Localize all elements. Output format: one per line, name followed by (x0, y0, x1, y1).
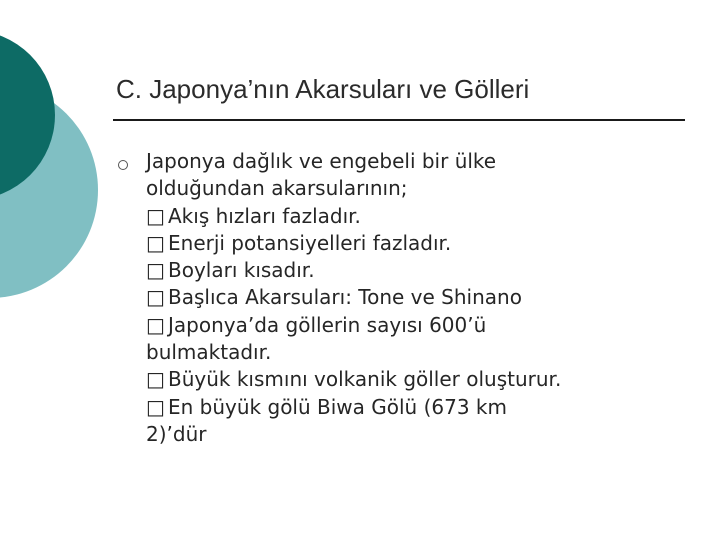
body-line: 2)’dür (146, 421, 207, 446)
bullet-body (146, 148, 706, 448)
sub-item: □ Enerji potansiyelleri fazladır. (146, 230, 706, 257)
sub-item: □ Boyları kısadır. (146, 257, 706, 284)
sub-item: □ Büyük kısmını volkanik göller oluşturur. (146, 366, 706, 393)
body-line: bulmaktadır. (146, 340, 272, 365)
hollow-circle-bullet-icon (118, 160, 128, 170)
body-line: Japonya dağlık ve engebeli bir ülke (146, 149, 497, 173)
title-underline (113, 119, 685, 121)
square-bullet-icon: □ (146, 312, 165, 337)
square-bullet-icon: □ (146, 203, 165, 228)
slide-title: C. Japonya’nın Akarsuları ve Gölleri (116, 74, 530, 104)
sub-item: □ Akış hızları fazladır. (146, 203, 706, 230)
square-bullet-icon: □ (146, 367, 165, 392)
square-bullet-icon: □ (146, 285, 165, 310)
body-line: olduğundan akarsularının; (146, 176, 408, 201)
square-bullet-icon: □ (146, 258, 165, 283)
sub-item: □ En büyük gölü Biwa Gölü (673 km (146, 394, 706, 421)
square-bullet-icon: □ (146, 394, 165, 419)
sub-item: □ Başlıca Akarsuları: Tone ve Shinano (146, 284, 706, 311)
sub-item: □ Japonya’da göllerin sayısı 600’ü (146, 312, 706, 339)
square-bullet-icon: □ (146, 230, 165, 255)
